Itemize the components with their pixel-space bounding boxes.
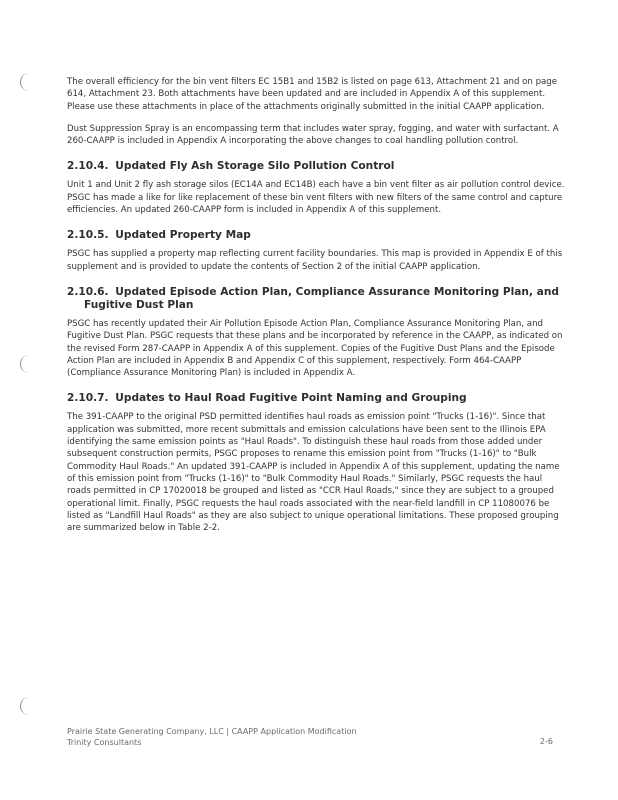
page-footer — [67, 726, 553, 748]
section-body-2-10-7: The 391-CAAPP to the original PSD permitted identifies haul roads as emission point "Trucks (1-16)". Since that application was submitted, more recent submittals and emission calculations have been sent to the Illinois EPA identifying the same emission points as "Haul Roads". To distinguish these haul roads from those added under subsequent construction permits, PSGC proposes to rename this emission point from "Trucks (1-16)" to "Bulk Commodity Haul Roads." An updated 391-CAAPP is included in Appendix A of this supplement, updating the name of this emission point from "Trucks (1-16)" to "Bulk Commodity Haul Roads." Similarly, PSGC requests the haul roads permitted in CP 17020018 be grouped and listed as "CCR Haul Roads," since they are subject to a grouped operational limit. Finally, PSGC requests the haul roads associated with the near-field landfill in CP 11080076 be listed as "Landfill Haul Roads" as they are also subject to unique operational limitations. These proposed grouping are summarized below in Table 2-2. — [67, 412, 560, 534]
binder-hole-mark-bottom — [20, 697, 30, 715]
footer-company-line: Prairie State Generating Company, LLC | CAAPP Application Modification — [67, 727, 357, 736]
section-title: Updated Episode Action Plan, Compliance Assurance Monitoring Plan, and Fugitive Dust Plan — [84, 285, 559, 311]
section-heading-2-10-6 — [67, 286, 567, 312]
section-heading-2-10-4 — [67, 160, 567, 173]
paragraph-bin-vent-efficiency: The overall efficiency for the bin vent filters EC 15B1 and 15B2 is listed on page 613, Attachment 21 and on page 614, Attachment 23. Both attachments have been updated and are included in Appendix A of this supplement. Please use these attachments in place of the attachments originally submitted in the initial CAAPP application. — [67, 77, 558, 112]
page-body — [67, 76, 567, 544]
section-body-2-10-5: PSGC has supplied a property map reflecting current facility boundaries. This map is provided in Appendix E of this supplement and is provided to update the contents of Section 2 of the initial CAAPP application. — [67, 249, 563, 272]
section-number: 2.10.5. — [67, 229, 109, 242]
section-title: Updates to Haul Road Fugitive Point Naming and Grouping — [115, 392, 467, 405]
section-body-2-10-4: Unit 1 and Unit 2 fly ash storage silos (EC14A and EC14B) each have a bin vent filter as air pollution control device. PSGC has made a like for like replacement of these bin vent filters with new filters of the same control and capture efficiencies. An updated 260-CAAPP form is included in Appendix A of this supplement. — [67, 180, 565, 216]
section-number: 2.10.7. — [67, 392, 109, 405]
section-title: Updated Fly Ash Storage Silo Pollution Control — [115, 160, 395, 173]
section-heading-2-10-7 — [67, 392, 567, 405]
section-number: 2.10.4. — [67, 160, 109, 173]
section-body-2-10-6: PSGC has recently updated their Air Pollution Episode Action Plan, Compliance Assurance Monitoring Plan, and Fugitive Dust Plan. PSGC requests that these plans and be incorporated by reference in the CAAPP, as indicated on the revised Form 287-CAAPP in Appendix A of this supplement. Copies of the Fugitive Dust Plans and the Episode Action Plan are included in Appendix B and Appendix C of this supplement, respectively. Form 464-CAAPP (Compliance Assurance Monitoring Plan) is included in Appendix A. — [67, 318, 563, 379]
footer-consultant-line: Trinity Consultants — [67, 738, 142, 747]
section-heading-2-10-5 — [67, 229, 567, 242]
binder-hole-mark-top — [20, 73, 30, 91]
paragraph-dust-suppression: Dust Suppression Spray is an encompassing term that includes water spray, fogging, and water with surfactant. A 260-CAAPP is included in Appendix A incorporating the above changes to coal handling pollution control. — [67, 123, 559, 147]
page-number: 2-6 — [539, 737, 553, 746]
binder-hole-mark-middle — [20, 355, 30, 373]
section-title: Updated Property Map — [115, 229, 251, 242]
section-number: 2.10.6. — [67, 285, 109, 298]
